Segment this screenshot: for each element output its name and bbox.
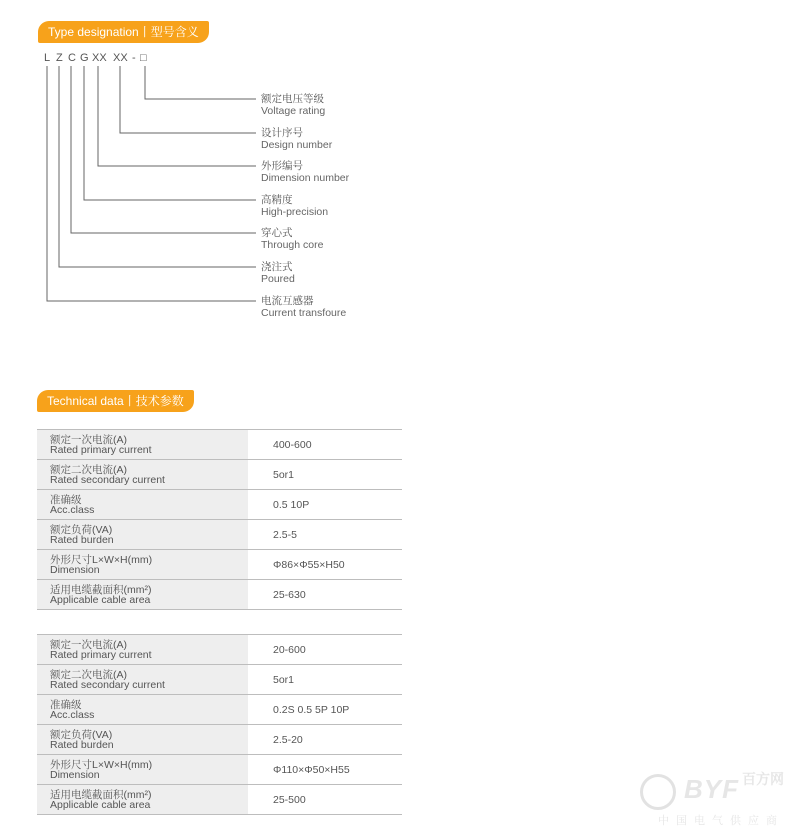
- spec-value: 400-600: [248, 430, 402, 460]
- spec-value: 2.5-20: [248, 725, 402, 755]
- watermark-brand: BYF: [684, 774, 739, 804]
- spec-label-zh: 准确级: [50, 698, 82, 711]
- designation-item-zh: 设计序号: [261, 127, 303, 139]
- spec-label: [37, 665, 248, 695]
- spec-label-en: Rated primary current: [50, 443, 152, 456]
- spec-value: 0.2S 0.5 5P 10P: [248, 695, 402, 725]
- table-row: [37, 785, 402, 815]
- spec-label-en: Acc.class: [50, 708, 95, 721]
- designation-item-zh: 高精度: [261, 194, 293, 206]
- table-row: [37, 725, 402, 755]
- byf-logo-icon: [640, 774, 676, 810]
- spec-label-en: Rated burden: [50, 533, 114, 546]
- spec-label: [37, 695, 248, 725]
- designation-item-through-core: [261, 227, 323, 251]
- spec-label: [37, 490, 248, 520]
- spec-label: [37, 430, 248, 460]
- spec-label-en: Rated secondary current: [50, 678, 165, 691]
- spec-label: [37, 725, 248, 755]
- spec-label-zh: 额定负荷(VA): [50, 523, 113, 536]
- spec-label: [37, 785, 248, 815]
- spec-value: Φ110×Φ50×H55: [248, 755, 402, 785]
- spec-value: 5or1: [248, 460, 402, 490]
- spec-label-en: Applicable cable area: [50, 593, 151, 606]
- spec-label-en: Dimension: [50, 768, 100, 781]
- designation-item-dimension-number: [261, 160, 349, 184]
- spec-label-en: Rated burden: [50, 738, 114, 751]
- spec-label: [37, 755, 248, 785]
- code-letter-g: G: [80, 52, 89, 64]
- designation-item-en: Through core: [261, 239, 324, 251]
- spec-label-en: Rated primary current: [50, 648, 152, 661]
- spec-label: [37, 635, 248, 665]
- spec-label-zh: 外形尺寸L×W×H(mm): [50, 553, 153, 566]
- designation-item-en: Voltage rating: [261, 105, 326, 117]
- code-dimension-xx: XX: [92, 52, 107, 64]
- spec-label: [37, 520, 248, 550]
- designation-item-zh: 电流互感器: [261, 295, 314, 307]
- table-row: [37, 755, 402, 785]
- spec-value: Φ86×Φ55×H50: [248, 550, 402, 580]
- spec-label-en: Acc.class: [50, 503, 95, 516]
- spec-value: 5or1: [248, 665, 402, 695]
- spec-label-zh: 额定一次电流(A): [50, 638, 127, 651]
- table-row: [37, 635, 402, 665]
- spec-value: 20-600: [248, 635, 402, 665]
- designation-item-zh: 外形编号: [261, 160, 303, 172]
- designation-item-en: Poured: [261, 273, 295, 285]
- spec-table-2: [37, 634, 402, 815]
- designation-item-high-precision: [261, 194, 328, 218]
- spec-value: 0.5 10P: [248, 490, 402, 520]
- designation-item-design-number: [261, 127, 332, 151]
- code-letter-c: C: [68, 52, 76, 64]
- spec-label: [37, 460, 248, 490]
- code-letter-z: Z: [56, 52, 63, 64]
- table-row: [37, 550, 402, 580]
- code-letter-l: L: [44, 52, 51, 64]
- spec-label-en: Applicable cable area: [50, 798, 151, 811]
- designation-item-zh: 额定电压等级: [261, 93, 324, 105]
- spec-label-zh: 额定一次电流(A): [50, 433, 127, 446]
- spec-table-1: [37, 429, 402, 610]
- designation-item-en: Design number: [261, 139, 333, 151]
- code-dash: -: [132, 52, 136, 64]
- type-designation-heading: Type designation丨型号含义: [38, 21, 209, 43]
- designation-item-en: High-precision: [261, 206, 329, 218]
- designation-item-en: Dimension number: [261, 172, 350, 184]
- spec-value: 2.5-5: [248, 520, 402, 550]
- designation-item-poured: [261, 261, 295, 285]
- table-row: [37, 520, 402, 550]
- spec-label-zh: 额定二次电流(A): [50, 463, 127, 476]
- spec-label-zh: 适用电缆截面积(mm²): [50, 583, 152, 596]
- code-voltage-box: □: [140, 52, 147, 64]
- spec-label-zh: 适用电缆截面积(mm²): [50, 788, 152, 801]
- spec-value: 25-500: [248, 785, 402, 815]
- watermark-tagline: 中国电气供应商: [658, 815, 784, 827]
- table-row: [37, 490, 402, 520]
- table-row: [37, 580, 402, 610]
- spec-label-en: Dimension: [50, 563, 100, 576]
- spec-label: [37, 550, 248, 580]
- spec-label-zh: 外形尺寸L×W×H(mm): [50, 758, 153, 771]
- designation-item-current-transformer: [261, 295, 346, 319]
- spec-label-zh: 额定负荷(VA): [50, 728, 113, 741]
- designation-item-voltage: [261, 93, 325, 117]
- spec-label: [37, 580, 248, 610]
- spec-label-en: Rated secondary current: [50, 473, 165, 486]
- table-row: [37, 430, 402, 460]
- technical-data-heading: Technical data丨技术参数: [37, 390, 194, 412]
- designation-item-en: Current transfoure: [261, 307, 347, 319]
- table-row: [37, 695, 402, 725]
- spec-value: 25-630: [248, 580, 402, 610]
- table-row: [37, 665, 402, 695]
- spec-label-zh: 额定二次电流(A): [50, 668, 127, 681]
- designation-item-zh: 穿心式: [261, 227, 293, 239]
- spec-label-zh: 准确级: [50, 493, 82, 506]
- table-row: [37, 460, 402, 490]
- byf-watermark: [640, 770, 800, 836]
- code-design-xx: XX: [113, 52, 128, 64]
- designation-item-zh: 浇注式: [261, 261, 293, 273]
- watermark-site-name: 百方网: [742, 771, 784, 787]
